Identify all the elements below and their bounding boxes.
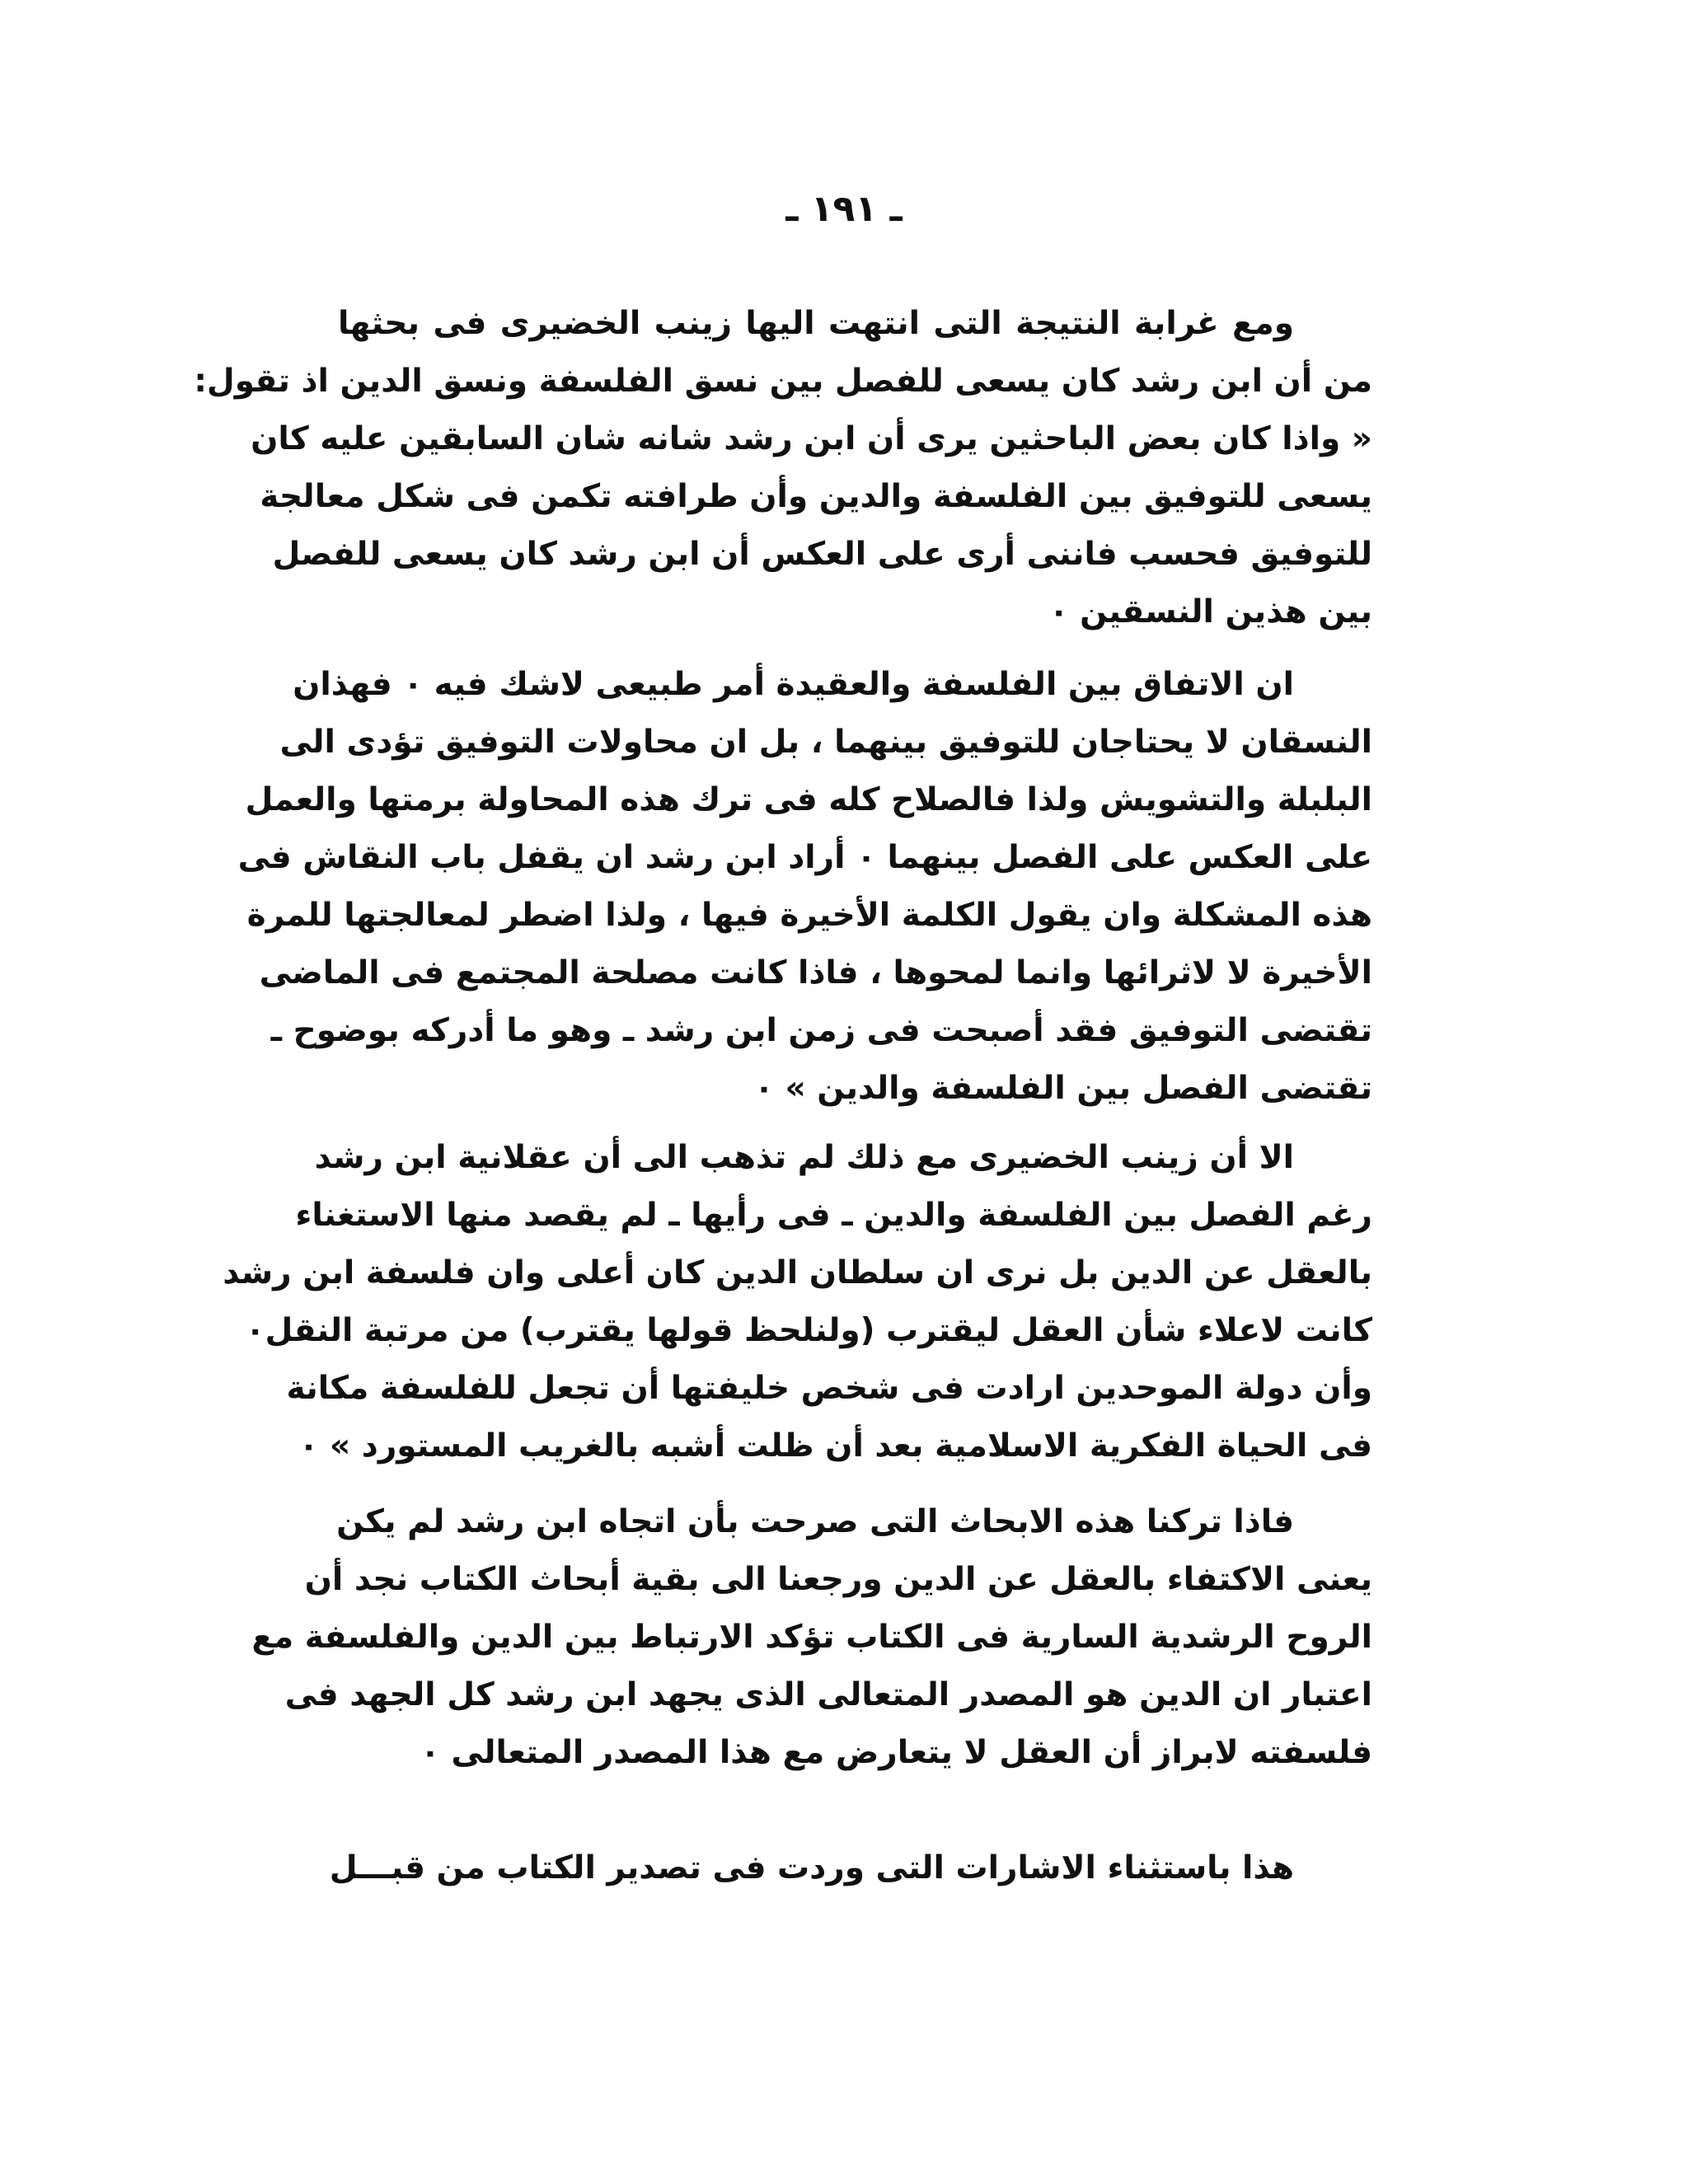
paragraph-line: ان الاتفاق بين الفلسفة والعقيدة أمر طبيعى لاشك فيه ٠ فهذان <box>293 666 1294 703</box>
paragraph-line: بين هذين النسقين ٠ <box>1048 593 1372 630</box>
paragraph-line: من أن ابن رشد كان يسعى للفصل بين نسق الفلسفة ونسق الدين اذ تقول: <box>194 363 1372 400</box>
paragraph-line: البلبلة والتشويش ولذا فالصلاح كله فى ترك هذه المحاولة برمتها والعمل <box>245 781 1372 818</box>
paragraph-line: كانت لاعلاء شأن العقل ليقترب (ولنلحظ قولها يقترب) من مرتبة النقل٠ <box>245 1312 1372 1349</box>
paragraph-line: يعنى الاكتفاء بالعقل عن الدين ورجعنا الى بقية أبحاث الكتاب نجد أن <box>304 1561 1372 1598</box>
paragraph-line: الا أن زينب الخضيرى مع ذلك لم تذهب الى أن عقلانية ابن رشد <box>314 1139 1294 1176</box>
paragraph-3 <box>223 1129 1372 1475</box>
paragraph-line: النسقان لا يحتاجان للتوفيق بينهما ، بل ان محاولات التوفيق تؤدى الى <box>279 724 1372 761</box>
paragraph-line: بالعقل عن الدين بل نرى ان سلطان الدين كان أعلى وان فلسفة ابن رشد <box>223 1254 1372 1291</box>
paragraph-line: فلسفته لابراز أن العقل لا يتعارض مع هذا المصدر المتعالى ٠ <box>420 1734 1372 1771</box>
paragraph-4 <box>251 1493 1372 1782</box>
paragraph-line: للتوفيق فحسب فاننى أرى على العكس أن ابن رشد كان يسعى للفصل <box>272 536 1372 573</box>
paragraph-line: هذه المشكلة وان يقول الكلمة الأخيرة فيها ، ولذا اضطر لمعالجتها للمرة <box>246 897 1372 934</box>
paragraph-line: الروح الرشدية السارية فى الكتاب تؤكد الارتباط بين الدين والفلسفة مع <box>251 1619 1372 1656</box>
paragraph-1 <box>194 295 1372 641</box>
paragraph-line: تقتضى الفصل بين الفلسفة والدين » ٠ <box>754 1070 1372 1107</box>
paragraph-line: الأخيرة لا لاثرائها وانما لمحوها ، فاذا كانت مصلحة المجتمع فى الماضى <box>259 954 1372 991</box>
paragraph-5 <box>329 1840 1372 1897</box>
page-number: ـ ١٩١ ـ <box>785 188 903 230</box>
paragraph-2 <box>237 656 1372 1118</box>
paragraph-line: وأن دولة الموحدين ارادت فى شخص خليفتها أن تجعل للفلسفة مكانة <box>286 1370 1372 1407</box>
paragraph-line: هذا باستثناء الاشارات التى وردت فى تصدير الكتاب من قبـــل <box>329 1849 1294 1886</box>
paragraph-line: فاذا تركنا هذه الابحاث التى صرحت بأن اتجاه ابن رشد لم يكن <box>336 1503 1294 1540</box>
paragraph-line: « واذا كان بعض الباحثين يرى أن ابن رشد شانه شان السابقين عليه كان <box>251 420 1372 457</box>
paragraph-line: يسعى للتوفيق بين الفلسفة والدين وأن طرافته تكمن فى شكل معالجة <box>260 478 1372 515</box>
paragraph-line: على العكس على الفصل بينهما ٠ أراد ابن رشد ان يقفل باب النقاش فى <box>237 839 1372 876</box>
paragraph-line: تقتضى التوفيق فقد أصبحت فى زمن ابن رشد ـ وهو ما أدركه بوضوح ـ <box>270 1012 1372 1049</box>
paragraph-line: رغم الفصل بين الفلسفة والدين ـ فى رأيها ـ لم يقصد منها الاستغناء <box>295 1197 1372 1234</box>
paragraph-line: ومع غرابة النتيجة التى انتهت اليها زينب الخضيرى فى بحثها <box>338 305 1294 342</box>
paragraph-line: اعتبار ان الدين هو المصدر المتعالى الذى يجهد ابن رشد كل الجهد فى <box>284 1676 1372 1713</box>
paragraph-line: فى الحياة الفكرية الاسلامية بعد أن ظلت أشبه بالغريب المستورد » ٠ <box>298 1427 1372 1465</box>
